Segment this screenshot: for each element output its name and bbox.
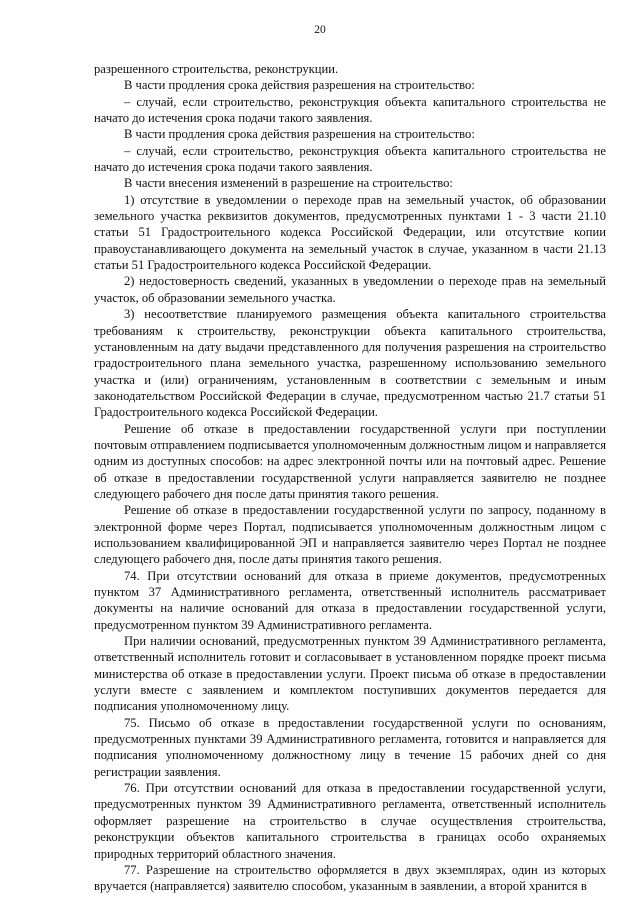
paragraph: В части продления срока действия разрешения на строительство: <box>124 127 475 142</box>
paragraph: В части внесения изменений в разрешение на строительство: <box>124 176 453 191</box>
paragraph: 77. Разрешение на строительство оформляется в двух экземплярах, один из которых вручается (направляется) заявителю способом, указанным в заявлении, а второй хранится в <box>94 862 606 894</box>
paragraph: 75. Письмо об отказе в предоставлении государственной услуги по основаниям, предусмотренных пунктами 39 Административного регламента, готовится и направляется для подписания уполномоченному должностному лицу в течение 15 рабочих дней со дня регистрации заявления. <box>94 715 606 779</box>
paragraph: При наличии оснований, предусмотренных пунктом 39 Административного регламента, ответственный исполнитель готовит и согласовывает в установленном порядке проект письма министерства об отказе в предоставлении услуги. Проект письма об отказе в предоставлении услуги вместе с заявлением и комплектом поступивших документов передается для подписания уполномоченному лицу. <box>94 634 606 714</box>
paragraph: Решение об отказе в предоставлении государственной услуги по запросу, поданному в электронной форме через Портал, подписывается уполномоченным должностным лицом с использованием квалифицированной ЭП и направляется заявителю через Портал не позднее следующего рабочего дня, после даты принятия такого решения. <box>94 503 606 567</box>
paragraph: 76. При отсутствии оснований для отказа в предоставлении государственной услуги, предусмотренных пунктом 39 Административного регламента, ответственный исполнитель оформляет разрешение на строительство в случае осуществления строительства, реконструкции объектов капитального строительства в границах особо охраняемых природных территорий областного значения. <box>94 781 606 861</box>
paragraph: 1) отсутствие в уведомлении о переходе прав на земельный участок, об образовании земельного участка реквизитов документов, предусмотренных пунктами 1 - 3 части 21.10 статьи 51 Градостроительного кодекса Российской Федерации, или отсутствие копии правоустанавливающего документа на земельный участок в случае, указанном в части 21.13 статьи 51 Градостроительного кодекса Российской Федерации. <box>94 192 606 273</box>
document-body <box>94 61 606 895</box>
paragraph: – случай, если строительство, реконструкция объекта капитального строительства не начато до истечения срока подачи такого заявления. <box>94 143 606 175</box>
paragraph: Решение об отказе в предоставлении государственной услуги при поступлении почтовым отправлением подписывается уполномоченным должностным лицом и направляется одним из доступных способов: на адрес электронной почты или на почтовый адрес. Решение об отказе в предоставлении государственной услуги направляется заявителю не позднее следующего рабочего дня после даты принятия такого решения. <box>94 421 606 501</box>
page-number: 20 <box>314 24 326 36</box>
paragraph: В части продления срока действия разрешения на строительство: <box>124 78 475 93</box>
paragraph: 3) несоответствие планируемого размещения объекта капитального строительства требованиям к строительству, реконструкции объекта капитального строительства, установленным на дату выдачи представленного для получения разрешения на строительство градостроительного плана земельного участка, разрешенному использованию земельного участка и (или) ограничениям, установленным в соответствии с земельным и иным законодательством Российской Федерации в случае, предусмотренном частью 21.7 статьи 51 Градостроительного кодекса Российской Федерации. <box>94 307 606 420</box>
paragraph: 2) недостоверность сведений, указанных в уведомлении о переходе прав на земельный участок, об образовании земельного участка. <box>94 274 606 305</box>
paragraph: 74. При отсутствии оснований для отказа в приеме документов, предусмотренных пунктом 37 Административного регламента, ответственный исполнитель рассматривает документы на наличие оснований для отказа в предоставлении государственной услуги, предусмотренном пунктом 39 Административного регламента. <box>94 568 606 632</box>
paragraph: разрешенного строительства, реконструкции. <box>94 62 339 76</box>
paragraph: – случай, если строительство, реконструкция объекта капитального строительства не начато до истечения срока подачи такого заявления. <box>94 94 606 126</box>
